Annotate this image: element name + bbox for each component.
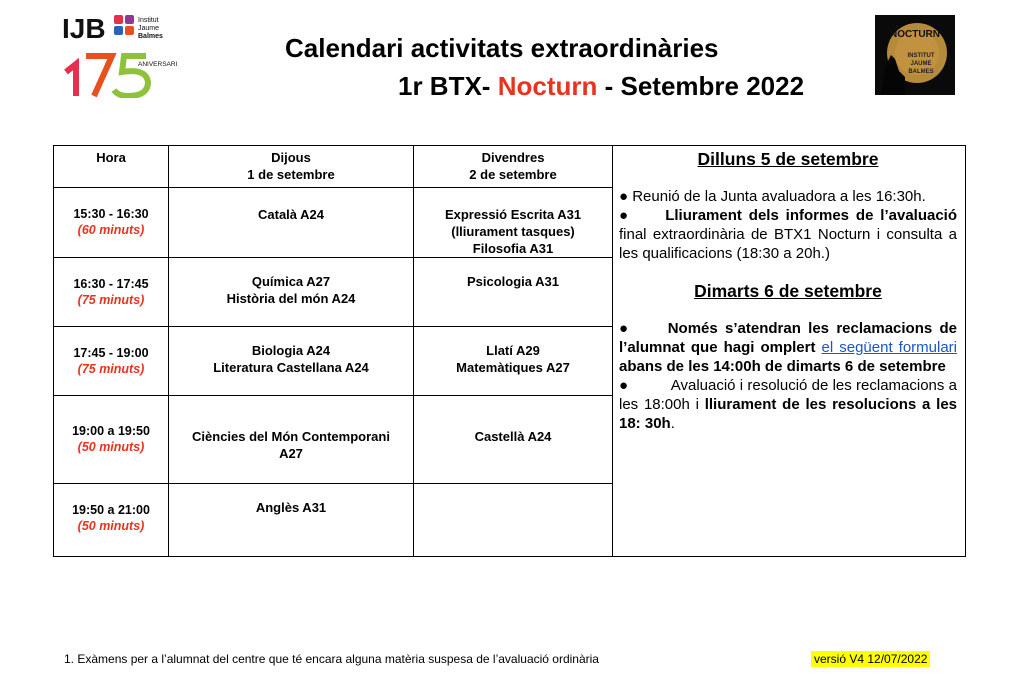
schedule-table [53,145,966,557]
institute-logo [62,12,182,98]
heading-dilluns: Dilluns 5 de setembre [697,149,879,169]
bullet-reclamacions: ● Només s’atendran les reclamacions de l’alumnat que hagi omplert el següent formulari abans de les 14:00h de dimarts 6 de setembre [619,320,958,375]
svg-text:Institut: Institut [138,17,159,24]
bullet-reunio: ● Reunió de la Junta avaluadora a les 16:30h. [619,188,926,205]
footer-note: 1. Exàmens per a l’alumnat del centre que té encara alguna matèria suspesa de l’avaluació ordinària [64,652,599,666]
page-subtitle: 1r BTX- Nocturn - Setembre 2022 [398,71,805,101]
header-day2: Divendres 2 de setembre [469,150,557,182]
nocturn-logo [875,15,955,95]
logo-letters: IJB [62,13,106,44]
svg-text:JAUME: JAUME [910,61,932,67]
svg-text:NOCTURN: NOCTURN [890,29,940,40]
heading-dimarts: Dimarts 6 de setembre [694,281,882,301]
logo-caption: ANIVERSARI [138,61,178,68]
svg-text:BALMES: BALMES [908,69,934,75]
version-badge: versió V4 12/07/2022 [811,651,930,667]
side-panel [613,146,966,557]
nocturn-highlight: Nocturn [497,71,598,101]
svg-text:Jaume: Jaume [138,25,160,32]
bullet-avaluacio: ● Avaluació i resolució de les reclamacions a les 18:00h i lliurament de les resolucions a les 18: 30h. [619,377,957,432]
table-row: 17:45 - 19:00 (75 minuts) Biologia A24 Literatura Castellana A24 Llatí A29 Matemàtiques A27 [54,327,966,396]
header-day1: Dijous 1 de setembre [247,150,335,182]
table-row: 16:30 - 17:45 (75 minuts) Química A27 Història del món A24 Psicologia A31 [54,258,966,327]
table-row: 19:50 a 21:00 (50 minuts) Anglès A31 [54,484,966,557]
table-row: 15:30 - 16:30 (60 minuts) Català A24 Expressió Escrita A31 (lliurament tasques) Filosofia A31 [54,188,966,258]
page-title: Calendari activitats extraordinàries [285,33,719,63]
bullet-lliurament: ● Lliurament dels informes de l’avaluació final extraordinària de BTX1 Nocturn i consulta a les qualificacions (18:30 a 20h.) [619,207,958,262]
svg-text:Balmes: Balmes [138,33,163,40]
form-link[interactable]: el següent formulari [821,339,958,356]
table-row: 19:00 a 19:50 (50 minuts) Ciències del Món Contemporani A27 Castellà A24 [54,396,966,484]
header-hora: Hora [96,150,126,165]
svg-text:INSTITUT: INSTITUT [907,53,935,59]
table-header-row [54,146,966,188]
